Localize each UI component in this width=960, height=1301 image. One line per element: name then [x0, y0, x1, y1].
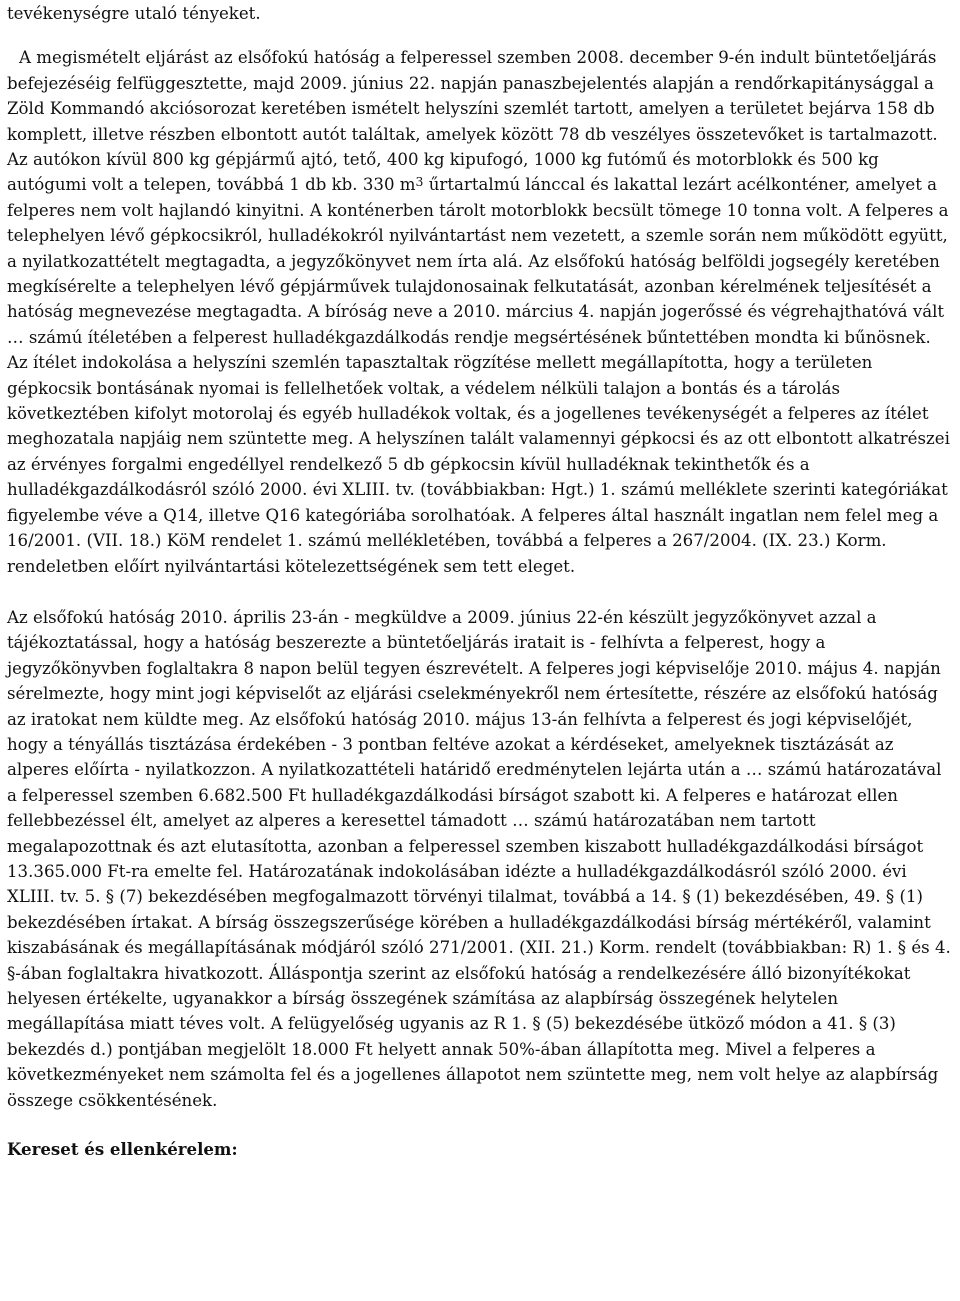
- paragraph-1-text-a: A megismételt eljárást az elsőfokú hatóság a felperessel szemben 2008. december 9-én indult büntetőeljárás befejezéséig felfüggesztette, majd 2009. június 22. napján panaszbejelentés alapján a rendőrkapitánysággal a Zöld Kommandó akciósorozat keretében ismételt helyszíni szemlét tartott, amelyen a területet bejárva 158 db komplett, illetve részben elbontott autót találtak, amelyek között 78 db veszélyes összetevőket is tartalmazott. Az autókon kívül 800 kg gépjármű ajtó, tető, 400 kg kipufogó, 1000 kg futómű és motorblokk és 500 kg autógumi volt a telepen, továbbá 1 db kb. 330 m: [7, 48, 938, 195]
- spacer: [7, 579, 955, 605]
- paragraph-2: Az elsőfokú hatóság 2010. április 23-án - megküldve a 2009. június 22-én készült jegyzőkönyvet azzal a tájékoztatással, hogy a hatóság beszerezte a büntetőeljárás iratait is - felhívta a felperest, hogy a jegyzőkönyvben foglaltakra 8 napon belül tegyen észrevételt. A felperes jogi képviselője 2010. május 4. napján sérelmezte, hogy mint jogi képviselőt az eljárási cselekményekről nem értesítette, részére az elsőfokú hatóság az iratokat nem küldte meg. Az elsőfokú hatóság 2010. május 13-án felhívta a felperest és jogi képviselőjét, hogy a tényállás tisztázása érdekében - 3 pontban feltéve azokat a kérdéseket, amelyeknek tisztázását az alperes előírta - nyilatkozzon. A nyilatkozattételi határidő eredménytelen lejárta után a … számú határozatával a felperessel szemben 6.682.500 Ft hulladékgazdálkodási bírságot szabott ki. A felperes e határozat ellen fellebbezéssel élt, amelyet az alperes a keresettel támadott … számú határozatában nem tartott megalapozottnak és azt elutasította, azonban a felperessel szemben kiszabott hulladékgazdálkodási bírságot 13.365.000 Ft-ra emelte fel. Határozatának indokolásában idézte a hulladékgazdálkodásról szóló 2000. évi XLIII. tv. 5. § (7) bekezdésében megfogalmazott törvényi tilalmat, továbbá a 14. § (1) bekezdésében, 49. § (1) bekezdésében írtakat. A bírság összegszerűsége körében a hulladékgazdálkodási bírság mértékéről, valamint kiszabásának és megállapításának módjáról szóló 271/2001. (XII. 21.) Korm. rendelt (továbbiakban: R) 1. § és 4. §-ában foglaltakra hivatkozott. Álláspontja szerint az elsőfokú hatóság a rendelkezésére álló bizonyítékokat helyesen értékelte, ugyanakkor a bírság összegének számítása az alapbírság összegének helytelen megállapítása miatt téves volt. A felügyelőség ugyanis az R 1. § (5) bekezdésébe ütköző módon a 41. § (3) bekezdés d.) pontjában megjelölt 18.000 Ft helyett annak 50%-ában állapította meg. Mivel a felperes a következményeket nem számolta fel és a jogellenes állapotot nem szüntette meg, nem volt helye az alapbírság összege csökkentésének.: [7, 607, 951, 1110]
- paragraph-1-text-b: űrtartalmú lánccal és lakattal lezárt acélkonténer, amelyet a felperes nem volt hajlandó kinyitni. A konténerben tárolt motorblokk becsült tömege 10 tonna volt. A felperes a telephelyen lévő gépkocsikról, hulladékokról nyilvántartást nem vezetett, a szemle során nem működött együtt, a nyilatkozattételt megtagadta, a jegyzőkönyvet nem írta alá. Az elsőfokú hatóság belföldi jogsegély keretében megkísérelte a telephelyen lévő gépjárművek tulajdonosainak felkutatását, azonban kérelmének teljesítését a hatóság megnevezése megtagadta. A bíróság neve a 2010. március 4. napján jogerőssé és végrehajthatóvá vált … számú ítéletében a felperest hulladékgazdálkodás rendje megsértésének bűntettében mondta ki bűnösnek. Az ítélet indokolása a helyszíni szemlén tapasztaltak rögzítése mellett megállapította, hogy a területen gépkocsik bontásának nyomai is fellelhetőek voltak, a védelem nélküli talajon a bontás és a tárolás következtében kifolyt motorolaj és egyéb hulladékok voltak, és a jogellenes tevékenységét a felperes az ítélet meghozatala napjáig nem szüntette meg. A helyszínen talált valamennyi gépkocsi és az ott elbontott alkatrészei az érvényes forgalmi engedéllyel rendelkező 5 db gépkocsin kívül hulladéknak tekinthetők és a hulladékgazdálkodásról szóló 2000. évi XLIII. tv. (továbbiakban: Hgt.) 1. számú melléklete szerinti kategóriákat figyelembe véve a Q14, illetve Q16 kategóriába sorolhatóak. A felperes által használt ingatlan nem felel meg a 16/2001. (VII. 18.) KöM rendelet 1. számú mellékletében, továbbá a felperes a 267/2004. (IX. 23.) Korm. rendeletben előírt nyilvántartási kötelezettségének sem tett eleget.: [7, 175, 950, 576]
- lead-fragment: tevékenységre utaló tényeket.: [7, 4, 261, 23]
- paragraph-1: [7, 45, 955, 579]
- superscript-3: 3: [415, 174, 424, 190]
- document-page: [7, 0, 955, 1162]
- spacer: [7, 26, 955, 45]
- section-heading: Kereset és ellenkérelem:: [7, 1139, 238, 1160]
